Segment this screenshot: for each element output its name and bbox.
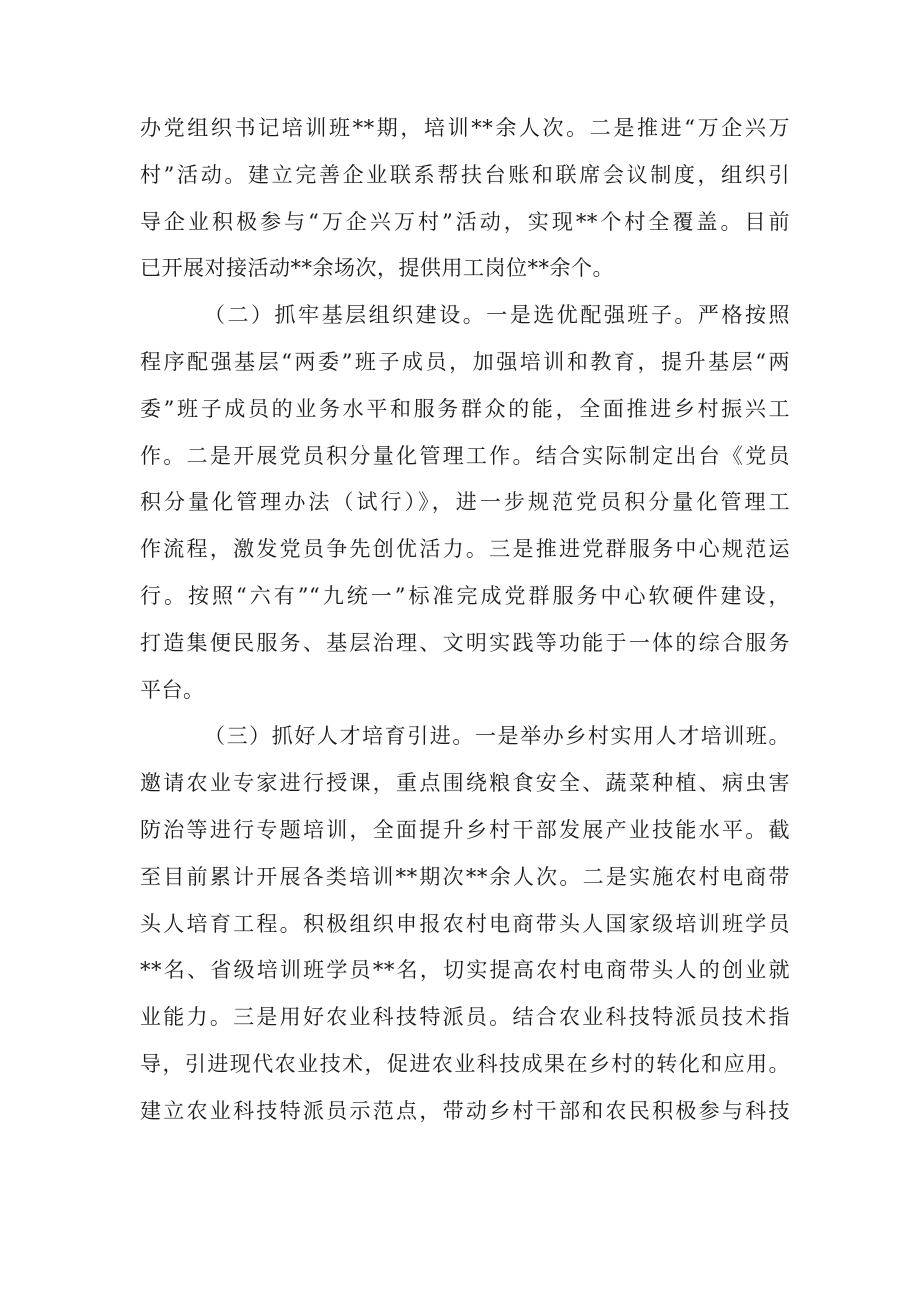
text-line: 程序配强基层“两委”班子成员，加强培训和教育，提升基层“两: [140, 349, 790, 374]
paragraph: [140, 713, 790, 760]
text-line: 防治等进行专题培训，全面提升乡村干部发展产业技能水平。截: [140, 817, 790, 842]
text-line: 头人培育工程。积极组织申报农村电商带头人国家级培训班学员: [140, 911, 790, 936]
text-line: 委”班子成员的业务水平和服务群众的能，全面推进乡村振兴工: [140, 396, 790, 421]
text-line: 村”活动。建立完善企业联系帮扶台账和联席会议制度，组织引: [140, 162, 790, 187]
text-line: 建立农业科技特派员示范点，带动乡村干部和农民积极参与科技: [140, 1098, 790, 1123]
text-line: 作。二是开展党员积分量化管理工作。结合实际制定出台《党员: [140, 443, 790, 468]
paragraph: [140, 292, 790, 339]
text-line: **名、省级培训班学员**名，切实提高农村电商带头人的创业就: [140, 958, 790, 983]
paragraph: [140, 105, 790, 292]
paragraph-continuation: [140, 760, 790, 1134]
text-line: 积分量化管理办法（试行）》，进一步规范党员积分量化管理工: [140, 490, 790, 515]
text-line: 行。按照“六有”“九统一”标准完成党群服务中心软硬件建设，: [140, 583, 790, 608]
text-line: 打造集便民服务、基层治理、文明实践等功能于一体的综合服务: [140, 630, 790, 655]
text-line: （二）抓牢基层组织建设。一是选优配强班子。严格按照: [204, 303, 790, 328]
text-line: 作流程，激发党员争先创优活力。三是推进党群服务中心规范运: [140, 537, 790, 562]
text-line: 邀请农业专家进行授课，重点围绕粮食安全、蔬菜种植、病虫害: [140, 771, 790, 796]
text-line: 至目前累计开展各类培训**期次**余人次。二是实施农村电商带: [140, 864, 790, 889]
text-line: 导企业积极参与“万企兴万村”活动，实现**个村全覆盖。目前: [140, 209, 790, 234]
document-body: [140, 105, 790, 1135]
text-line: 平台。: [140, 677, 205, 702]
text-line: 办党组织书记培训班**期，培训**余人次。二是推进“万企兴万: [140, 116, 790, 140]
text-line: 导，引进现代农业技术，促进农业科技成果在乡村的转化和应用。: [140, 1051, 790, 1076]
paragraph-continuation: [140, 339, 790, 713]
text-line: 业能力。三是用好农业科技特派员。结合农业科技特派员技术指: [140, 1005, 790, 1030]
text-line: （三）抓好人才培育引进。一是举办乡村实用人才培训班。: [204, 724, 790, 749]
text-line: 已开展对接活动**余场次，提供用工岗位**余个。: [140, 256, 614, 281]
